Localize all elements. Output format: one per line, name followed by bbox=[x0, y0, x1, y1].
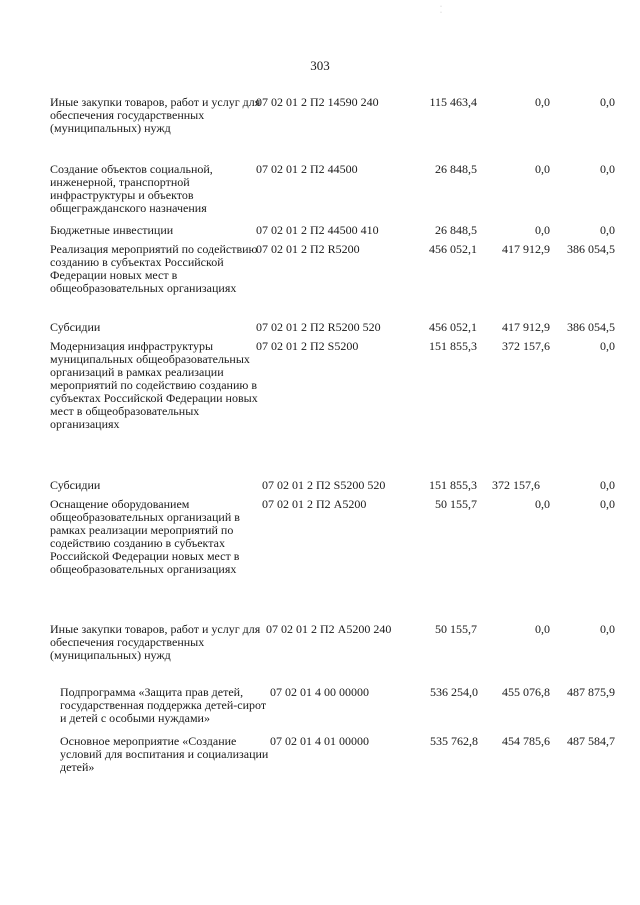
row-value-2: 372 157,6 bbox=[492, 478, 540, 492]
row-code: 07 02 01 2 П2 А5200 240 bbox=[266, 622, 392, 636]
row-value-3: 0,0 bbox=[600, 622, 615, 636]
row-code: 07 02 01 2 П2 44500 bbox=[256, 162, 358, 176]
row-value-2: 0,0 bbox=[535, 223, 550, 237]
row-name: Субсидии bbox=[50, 478, 101, 492]
row-value-3: 487 875,9 bbox=[567, 685, 615, 699]
row-value-2: 0,0 bbox=[535, 95, 550, 109]
row-name: Модернизация инфраструктуры муниципальных общеобразовательных организаций в рамках реализации мероприятий по содействию созданию в субъектах Российской Федерации новых мест в общеобразовательных организациях bbox=[50, 339, 258, 431]
row-code: 07 02 01 2 П2 S5200 bbox=[256, 339, 359, 353]
row-name: Иные закупки товаров, работ и услуг для обеспечения государственных (муниципальных) нужд bbox=[50, 622, 261, 662]
row-value-3: 487 584,7 bbox=[567, 734, 615, 748]
row-value-2: 372 157,6 bbox=[502, 339, 550, 353]
row-name: Иные закупки товаров, работ и услуг для обеспечения государственных (муниципальных) нужд bbox=[50, 95, 261, 135]
row-value-1: 115 463,4 bbox=[429, 95, 477, 109]
row-code: 07 02 01 2 П2 А5200 bbox=[262, 497, 367, 511]
row-name: Подпрограмма «Защита прав детей, государственная поддержка детей-сирот и детей с особыми нуждами» bbox=[60, 685, 267, 725]
row-value-1: 50 155,7 bbox=[435, 622, 477, 636]
row-code: 07 02 01 4 00 00000 bbox=[270, 685, 369, 699]
row-value-1: 536 254,0 bbox=[430, 685, 478, 699]
row-name: Основное мероприятие «Создание условий для воспитания и социализации детей» bbox=[60, 734, 269, 774]
row-code: 07 02 01 2 П2 R5200 bbox=[256, 242, 360, 256]
row-name: Реализация мероприятий по содействию созданию в субъектах Российской Федерации новых мест в общеобразовательных организациях bbox=[50, 242, 258, 295]
row-value-2: 454 785,6 bbox=[502, 734, 550, 748]
row-value-3: 0,0 bbox=[600, 95, 615, 109]
row-value-1: 535 762,8 bbox=[430, 734, 478, 748]
row-value-1: 151 855,3 bbox=[429, 478, 477, 492]
row-value-3: 386 054,5 bbox=[567, 320, 615, 334]
row-value-1: 26 848,5 bbox=[435, 162, 477, 176]
row-name: Создание объектов социальной, инженерной, транспортной инфраструктуры и объектов общегражданского назначения bbox=[50, 162, 213, 215]
row-value-1: 151 855,3 bbox=[429, 339, 477, 353]
row-value-3: 386 054,5 bbox=[567, 242, 615, 256]
row-code: 07 02 01 4 01 00000 bbox=[270, 734, 369, 748]
row-name: Бюджетные инвестиции bbox=[50, 223, 174, 237]
row-value-1: 456 052,1 bbox=[429, 320, 477, 334]
row-value-3: 0,0 bbox=[600, 478, 615, 492]
row-value-3: 0,0 bbox=[600, 339, 615, 353]
row-code: 07 02 01 2 П2 S5200 520 bbox=[262, 478, 386, 492]
row-value-2: 0,0 bbox=[535, 622, 550, 636]
row-value-2: 417 912,9 bbox=[502, 242, 550, 256]
row-value-2: 0,0 bbox=[535, 497, 550, 511]
scan-specks: · · bbox=[440, 4, 442, 16]
row-value-2: 455 076,8 bbox=[502, 685, 550, 699]
row-value-1: 26 848,5 bbox=[435, 223, 477, 237]
row-value-3: 0,0 bbox=[600, 497, 615, 511]
row-value-2: 0,0 bbox=[535, 162, 550, 176]
row-name: Субсидии bbox=[50, 320, 101, 334]
row-code: 07 02 01 2 П2 14590 240 bbox=[256, 95, 379, 109]
page-number: 303 bbox=[310, 58, 330, 73]
row-code: 07 02 01 2 П2 R5200 520 bbox=[256, 320, 381, 334]
row-value-3: 0,0 bbox=[600, 162, 615, 176]
row-value-3: 0,0 bbox=[600, 223, 615, 237]
row-name: Оснащение оборудованием общеобразовательных организаций в рамках реализации мероприятий по содействию созданию в субъектах Российской Федерации новых мест в общеобразовательных организациях bbox=[50, 497, 240, 576]
row-value-1: 50 155,7 bbox=[435, 497, 477, 511]
row-value-2: 417 912,9 bbox=[502, 320, 550, 334]
row-code: 07 02 01 2 П2 44500 410 bbox=[256, 223, 379, 237]
row-value-1: 456 052,1 bbox=[429, 242, 477, 256]
